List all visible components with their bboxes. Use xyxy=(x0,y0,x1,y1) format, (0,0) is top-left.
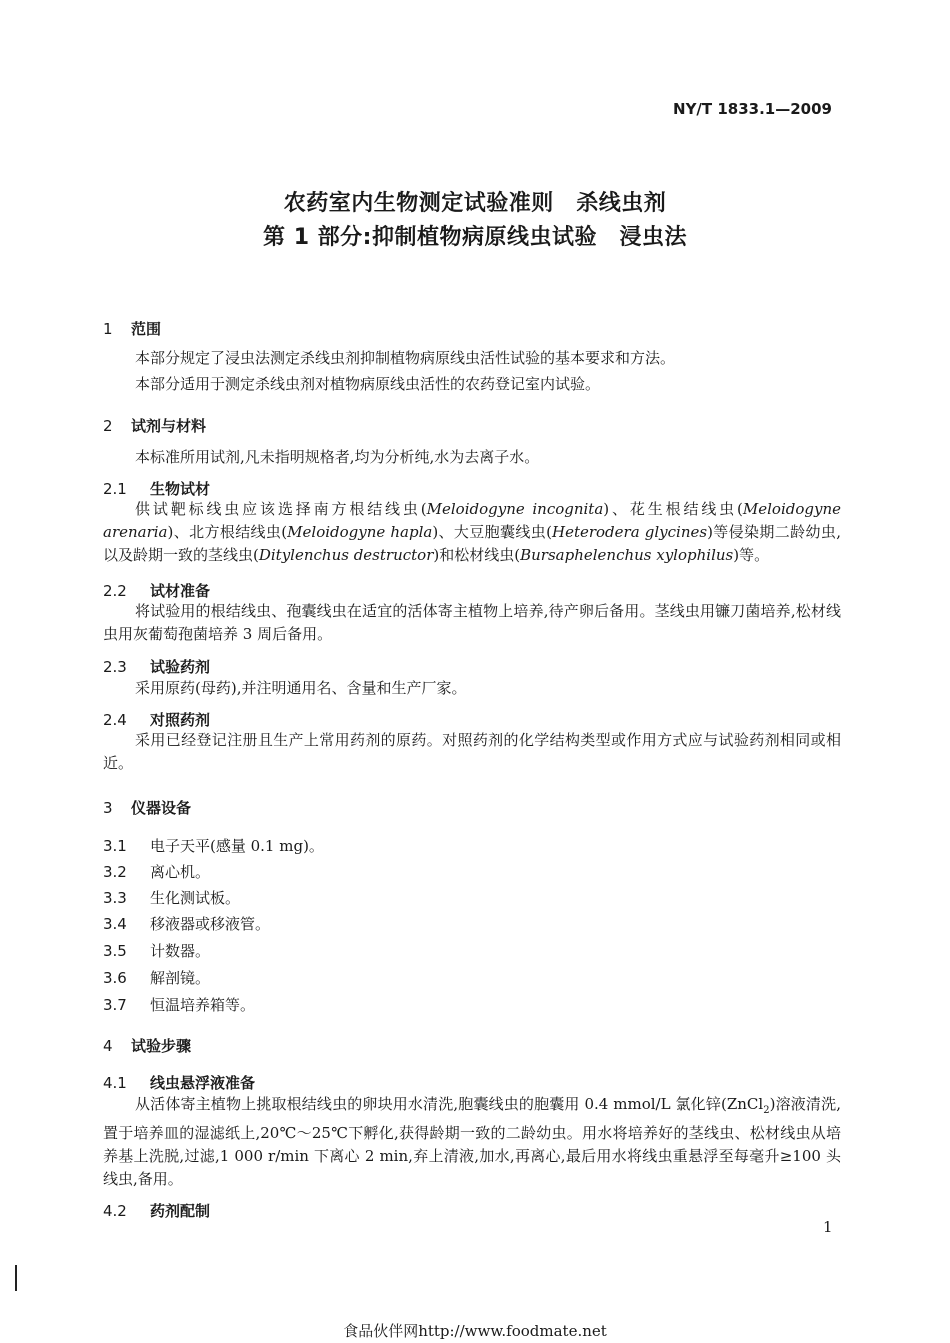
species-name: Ditylenchus destructor xyxy=(258,546,434,564)
equipment-item: 3.4 移液器或移液管。 xyxy=(103,915,271,933)
subsection-number: 2.3 xyxy=(103,658,127,676)
document-title-line1: 农药室内生物测定试验准则 杀线虫剂 xyxy=(283,191,667,216)
section-1-para-1: 本部分规定了浸虫法测定杀线虫剂抑制植物病原线虫活性试验的基本要求和方法。 xyxy=(135,349,676,367)
subsection-title: 试验药剂 xyxy=(150,658,211,676)
section-number: 3 xyxy=(103,799,113,817)
subsection-number: 2.4 xyxy=(103,711,127,729)
species-name: Meloidogyne arenaria xyxy=(103,500,841,541)
subsection-number: 2.2 xyxy=(103,582,127,600)
subsection-4-1-heading xyxy=(103,1072,255,1093)
equipment-item: 3.3 生化测试板。 xyxy=(103,889,241,907)
subsection-2-4-body: 采用已经登记注册且生产上常用药剂的原药。对照药剂的化学结构类型或作用方式应与试验药剂相同或相近。 xyxy=(103,731,841,772)
subsection-title: 药剂配制 xyxy=(150,1202,211,1220)
subsection-2-2-heading xyxy=(103,580,210,601)
equipment-item: 3.1 电子天平(感量 0.1 mg)。 xyxy=(103,837,324,855)
equipment-item: 3.7 恒温培养箱等。 xyxy=(103,996,256,1014)
subsection-title: 生物试材 xyxy=(150,480,211,498)
page-number: 1 xyxy=(823,1218,833,1236)
subsection-4-2-heading xyxy=(103,1200,210,1221)
section-1-heading xyxy=(103,318,161,339)
subsection-number: 4.2 xyxy=(103,1202,127,1220)
subsection-number: 4.1 xyxy=(103,1074,127,1092)
species-name: Heterodera glycines xyxy=(551,523,708,541)
standard-number: NY/T 1833.1—2009 xyxy=(673,100,832,118)
scan-artifact-line xyxy=(15,1265,17,1291)
subsection-number: 2.1 xyxy=(103,480,127,498)
subsection-2-1-heading xyxy=(103,478,210,499)
subsection-title: 对照药剂 xyxy=(150,711,211,729)
subsection-title: 试材准备 xyxy=(150,582,211,600)
section-title: 试剂与材料 xyxy=(131,417,207,435)
equipment-item: 3.6 解剖镜。 xyxy=(103,969,211,987)
section-title: 试验步骤 xyxy=(131,1037,192,1055)
section-1-para-2: 本部分适用于测定杀线虫剂对植物病原线虫活性的农药登记室内试验。 xyxy=(135,375,601,393)
species-name: Meloidogyne hapla xyxy=(287,523,433,541)
subsection-2-2-body: 将试验用的根结线虫、孢囊线虫在适宜的活体寄主植物上培养,待产卵后备用。茎线虫用镰刀菌培养,松材线虫用灰葡萄孢菌培养 3 周后备用。 xyxy=(103,602,841,643)
equipment-item: 3.5 计数器。 xyxy=(103,942,211,960)
section-number: 2 xyxy=(103,417,113,435)
subsection-2-3-heading xyxy=(103,656,210,677)
subsection-2-3-body: 采用原药(母药),并注明通用名、含量和生产厂家。 xyxy=(135,679,467,697)
subsection-2-4-heading xyxy=(103,709,210,730)
footer-watermark: 食品伙伴网http://www.foodmate.net xyxy=(343,1322,607,1340)
section-title: 范围 xyxy=(131,320,162,338)
section-title: 仪器设备 xyxy=(131,799,192,817)
species-name: Bursaphelenchus xylophilus xyxy=(520,546,734,564)
section-number: 4 xyxy=(103,1037,113,1055)
section-2-para-1: 本标准所用试剂,凡未指明规格者,均为分析纯,水为去离子水。 xyxy=(135,448,540,466)
document-title-line2: 第 1 部分:抑制植物病原线虫试验 浸虫法 xyxy=(263,225,687,250)
section-3-heading xyxy=(103,797,191,818)
subsection-4-1-body: 从活体寄主植物上挑取根结线虫的卵块用水清洗,胞囊线虫的胞囊用 0.4 mmol/L 氯化锌(ZnCl$_2$)溶液清洗,置于培养皿的湿滤纸上,20℃～25℃下孵化,获得龄期一致的二龄幼虫。用水将培养好的茎线虫、松材线虫从培养基上洗脱,过滤,1 000 r/min 下离心 2 min,弃上清液,加水,再离心,最后用水将线虫重悬浮至每毫升≥100 头线虫,备用。 xyxy=(103,1095,841,1188)
section-4-heading xyxy=(103,1035,191,1056)
equipment-item: 3.2 离心机。 xyxy=(103,863,211,881)
section-2-heading xyxy=(103,415,206,436)
subsection-title: 线虫悬浮液准备 xyxy=(150,1074,256,1092)
section-number: 1 xyxy=(103,320,113,338)
species-name: Meloidogyne incognita xyxy=(426,500,604,518)
subsection-2-1-body: 供试靶标线虫应该选择南方根结线虫(Meloidogyne incognita)、花生根结线虫(Meloidogyne arenaria)、北方根结线虫(Meloidogyne hapla)、大豆胞囊线虫(Heterodera glycines)等侵染期二龄幼虫,以及龄期一致的茎线虫(Ditylenchus destructor)和松材线虫(Bursaphelenchus xylophilus)等。 xyxy=(103,500,842,564)
